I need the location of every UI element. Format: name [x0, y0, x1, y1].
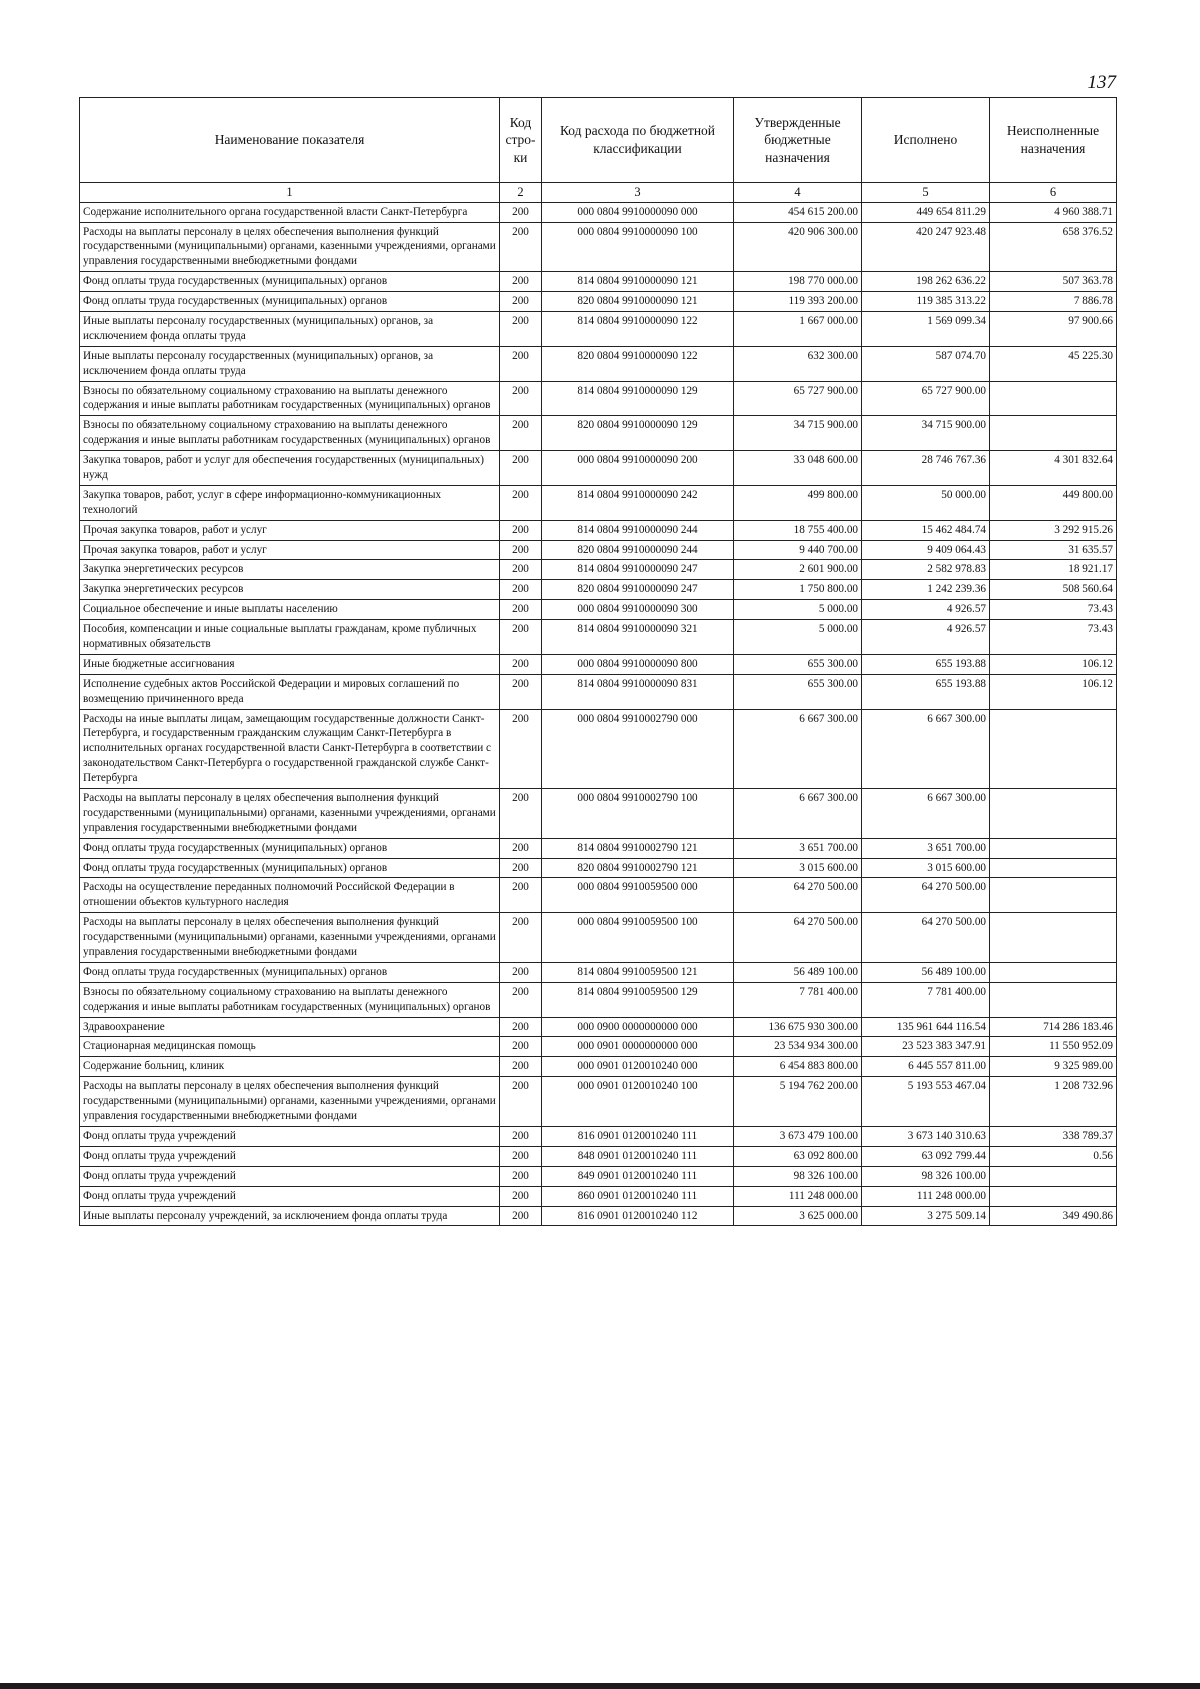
expense-code-cell: 860 0901 0120010240 111 — [542, 1186, 734, 1206]
column-number: 6 — [990, 183, 1117, 203]
executed-amount-cell: 3 673 140 310.63 — [862, 1126, 990, 1146]
indicator-name-cell: Содержание больниц, клиник — [80, 1057, 500, 1077]
executed-amount-cell: 6 445 557 811.00 — [862, 1057, 990, 1077]
line-code-cell: 200 — [500, 292, 542, 312]
line-code-cell: 200 — [500, 913, 542, 963]
expense-code-cell: 820 0804 9910000090 247 — [542, 580, 734, 600]
table-row — [80, 962, 1117, 982]
table-row — [80, 789, 1117, 839]
table-row — [80, 1206, 1117, 1226]
table-row — [80, 1017, 1117, 1037]
table-row — [80, 381, 1117, 416]
table-row — [80, 520, 1117, 540]
executed-amount-cell: 1 242 239.36 — [862, 580, 990, 600]
unexecuted-amount-cell — [990, 416, 1117, 451]
indicator-name-cell: Пособия, компенсации и иные социальные выплаты гражданам, кроме публичных нормативных обязательств — [80, 620, 500, 655]
approved-amount-cell: 65 727 900.00 — [734, 381, 862, 416]
table-row — [80, 416, 1117, 451]
approved-amount-cell: 499 800.00 — [734, 485, 862, 520]
approved-amount-cell: 56 489 100.00 — [734, 962, 862, 982]
budget-execution-table — [79, 97, 1117, 1226]
scan-edge-bar — [0, 1683, 1200, 1689]
approved-amount-cell: 136 675 930 300.00 — [734, 1017, 862, 1037]
expense-code-cell: 814 0804 9910000090 122 — [542, 311, 734, 346]
unexecuted-amount-cell — [990, 982, 1117, 1017]
executed-amount-cell: 6 667 300.00 — [862, 789, 990, 839]
line-code-cell: 200 — [500, 1206, 542, 1226]
unexecuted-amount-cell: 31 635.57 — [990, 540, 1117, 560]
table-row — [80, 709, 1117, 788]
approved-amount-cell: 1 667 000.00 — [734, 311, 862, 346]
executed-amount-cell: 56 489 100.00 — [862, 962, 990, 982]
line-code-cell: 200 — [500, 654, 542, 674]
expense-code-cell: 814 0804 9910002790 121 — [542, 838, 734, 858]
table-row — [80, 485, 1117, 520]
indicator-name-cell: Иные выплаты персоналу государственных (муниципальных) органов, за исключением фонда оплаты труда — [80, 346, 500, 381]
unexecuted-amount-cell — [990, 789, 1117, 839]
line-code-cell: 200 — [500, 982, 542, 1017]
indicator-name-cell: Взносы по обязательному социальному страхованию на выплаты денежного содержания и иные выплаты работникам государственных (муниципальных) органов — [80, 982, 500, 1017]
unexecuted-amount-cell: 18 921.17 — [990, 560, 1117, 580]
approved-amount-cell: 5 194 762 200.00 — [734, 1077, 862, 1127]
unexecuted-amount-cell — [990, 858, 1117, 878]
executed-amount-cell: 587 074.70 — [862, 346, 990, 381]
table-row — [80, 1057, 1117, 1077]
approved-amount-cell: 64 270 500.00 — [734, 913, 862, 963]
unexecuted-amount-cell — [990, 1166, 1117, 1186]
indicator-name-cell: Иные бюджетные ассигнования — [80, 654, 500, 674]
header-approved: Утвержденные бюджетные назначения — [734, 98, 862, 183]
expense-code-cell: 000 0804 9910059500 000 — [542, 878, 734, 913]
unexecuted-amount-cell: 349 490.86 — [990, 1206, 1117, 1226]
unexecuted-amount-cell: 11 550 952.09 — [990, 1037, 1117, 1057]
unexecuted-amount-cell: 106.12 — [990, 654, 1117, 674]
executed-amount-cell: 15 462 484.74 — [862, 520, 990, 540]
expense-code-cell: 814 0804 9910000090 321 — [542, 620, 734, 655]
line-code-cell: 200 — [500, 346, 542, 381]
table-row — [80, 982, 1117, 1017]
header-indicator-name: Наименование показателя — [80, 98, 500, 183]
table-row — [80, 913, 1117, 963]
unexecuted-amount-cell: 7 886.78 — [990, 292, 1117, 312]
approved-amount-cell: 63 092 800.00 — [734, 1146, 862, 1166]
executed-amount-cell: 50 000.00 — [862, 485, 990, 520]
expense-code-cell: 000 0804 9910059500 100 — [542, 913, 734, 963]
table-row — [80, 292, 1117, 312]
expense-code-cell: 849 0901 0120010240 111 — [542, 1166, 734, 1186]
header-line-code: Код стро- ки — [500, 98, 542, 183]
indicator-name-cell: Фонд оплаты труда учреждений — [80, 1186, 500, 1206]
line-code-cell: 200 — [500, 272, 542, 292]
line-code-cell: 200 — [500, 1126, 542, 1146]
indicator-name-cell: Иные выплаты персоналу учреждений, за исключением фонда оплаты труда — [80, 1206, 500, 1226]
indicator-name-cell: Прочая закупка товаров, работ и услуг — [80, 540, 500, 560]
approved-amount-cell: 119 393 200.00 — [734, 292, 862, 312]
indicator-name-cell: Расходы на иные выплаты лицам, замещающим государственные должности Санкт-Петербурга, и государственным гражданским служащим Санкт-Петербурга в исполнительных органах государственной власти Санкт-Петербурга в соответствии с законодательством Санкт-Петербурга о государственной гражданской службе Санкт-Петербурга — [80, 709, 500, 788]
unexecuted-amount-cell: 9 325 989.00 — [990, 1057, 1117, 1077]
indicator-name-cell: Взносы по обязательному социальному страхованию на выплаты денежного содержания и иные выплаты работникам государственных (муниципальных) органов — [80, 381, 500, 416]
table-row — [80, 878, 1117, 913]
indicator-name-cell: Социальное обеспечение и иные выплаты населению — [80, 600, 500, 620]
executed-amount-cell: 28 746 767.36 — [862, 451, 990, 486]
expense-code-cell: 814 0804 9910000090 129 — [542, 381, 734, 416]
expense-code-cell: 848 0901 0120010240 111 — [542, 1146, 734, 1166]
table-row — [80, 272, 1117, 292]
line-code-cell: 200 — [500, 520, 542, 540]
indicator-name-cell: Фонд оплаты труда государственных (муниципальных) органов — [80, 962, 500, 982]
unexecuted-amount-cell — [990, 913, 1117, 963]
unexecuted-amount-cell: 507 363.78 — [990, 272, 1117, 292]
indicator-name-cell: Фонд оплаты труда государственных (муниципальных) органов — [80, 838, 500, 858]
header-expense-code: Код расхода по бюджетной классификации — [542, 98, 734, 183]
approved-amount-cell: 23 534 934 300.00 — [734, 1037, 862, 1057]
table-row — [80, 620, 1117, 655]
indicator-name-cell: Закупка энергетических ресурсов — [80, 580, 500, 600]
executed-amount-cell: 3 275 509.14 — [862, 1206, 990, 1226]
executed-amount-cell: 135 961 644 116.54 — [862, 1017, 990, 1037]
executed-amount-cell: 198 262 636.22 — [862, 272, 990, 292]
indicator-name-cell: Расходы на осуществление переданных полномочий Российской Федерации в отношении объектов культурного наследия — [80, 878, 500, 913]
indicator-name-cell: Расходы на выплаты персоналу в целях обеспечения выполнения функций государственными (муниципальными) органами, казенными учреждениями, органами управления государственными внебюджетными фондами — [80, 789, 500, 839]
expense-code-cell: 000 0901 0000000000 000 — [542, 1037, 734, 1057]
column-number-row — [80, 183, 1117, 203]
column-number: 5 — [862, 183, 990, 203]
line-code-cell: 200 — [500, 580, 542, 600]
expense-code-cell: 814 0804 9910000090 242 — [542, 485, 734, 520]
unexecuted-amount-cell: 658 376.52 — [990, 222, 1117, 272]
executed-amount-cell: 34 715 900.00 — [862, 416, 990, 451]
table-row — [80, 1126, 1117, 1146]
approved-amount-cell: 198 770 000.00 — [734, 272, 862, 292]
executed-amount-cell: 4 926.57 — [862, 620, 990, 655]
expense-code-cell: 814 0804 9910000090 244 — [542, 520, 734, 540]
expense-code-cell: 000 0901 0120010240 100 — [542, 1077, 734, 1127]
approved-amount-cell: 6 667 300.00 — [734, 709, 862, 788]
approved-amount-cell: 3 015 600.00 — [734, 858, 862, 878]
expense-code-cell: 000 0804 9910000090 100 — [542, 222, 734, 272]
executed-amount-cell: 64 270 500.00 — [862, 878, 990, 913]
unexecuted-amount-cell — [990, 838, 1117, 858]
executed-amount-cell: 64 270 500.00 — [862, 913, 990, 963]
table-row — [80, 600, 1117, 620]
approved-amount-cell: 3 651 700.00 — [734, 838, 862, 858]
line-code-cell: 200 — [500, 620, 542, 655]
table-row — [80, 838, 1117, 858]
expense-code-cell: 000 0804 9910000090 000 — [542, 202, 734, 222]
indicator-name-cell: Фонд оплаты труда государственных (муниципальных) органов — [80, 292, 500, 312]
header-row — [80, 98, 1117, 183]
approved-amount-cell: 655 300.00 — [734, 654, 862, 674]
approved-amount-cell: 34 715 900.00 — [734, 416, 862, 451]
table-row — [80, 540, 1117, 560]
column-number: 4 — [734, 183, 862, 203]
unexecuted-amount-cell: 106.12 — [990, 674, 1117, 709]
line-code-cell: 200 — [500, 1017, 542, 1037]
executed-amount-cell: 5 193 553 467.04 — [862, 1077, 990, 1127]
executed-amount-cell: 6 667 300.00 — [862, 709, 990, 788]
line-code-cell: 200 — [500, 962, 542, 982]
approved-amount-cell: 98 326 100.00 — [734, 1166, 862, 1186]
column-number: 2 — [500, 183, 542, 203]
approved-amount-cell: 6 454 883 800.00 — [734, 1057, 862, 1077]
unexecuted-amount-cell — [990, 962, 1117, 982]
unexecuted-amount-cell: 714 286 183.46 — [990, 1017, 1117, 1037]
indicator-name-cell: Фонд оплаты труда учреждений — [80, 1146, 500, 1166]
expense-code-cell: 820 0804 9910000090 122 — [542, 346, 734, 381]
expense-code-cell: 820 0804 9910002790 121 — [542, 858, 734, 878]
unexecuted-amount-cell: 508 560.64 — [990, 580, 1117, 600]
line-code-cell: 200 — [500, 485, 542, 520]
expense-code-cell: 816 0901 0120010240 112 — [542, 1206, 734, 1226]
approved-amount-cell: 6 667 300.00 — [734, 789, 862, 839]
approved-amount-cell: 7 781 400.00 — [734, 982, 862, 1017]
approved-amount-cell: 18 755 400.00 — [734, 520, 862, 540]
table-row — [80, 311, 1117, 346]
indicator-name-cell: Фонд оплаты труда государственных (муниципальных) органов — [80, 272, 500, 292]
approved-amount-cell: 64 270 500.00 — [734, 878, 862, 913]
approved-amount-cell: 454 615 200.00 — [734, 202, 862, 222]
expense-code-cell: 816 0901 0120010240 111 — [542, 1126, 734, 1146]
approved-amount-cell: 3 673 479 100.00 — [734, 1126, 862, 1146]
line-code-cell: 200 — [500, 1186, 542, 1206]
line-code-cell: 200 — [500, 878, 542, 913]
column-number: 3 — [542, 183, 734, 203]
indicator-name-cell: Закупка энергетических ресурсов — [80, 560, 500, 580]
line-code-cell: 200 — [500, 1146, 542, 1166]
unexecuted-amount-cell: 73.43 — [990, 600, 1117, 620]
expense-code-cell: 000 0804 9910002790 000 — [542, 709, 734, 788]
indicator-name-cell: Взносы по обязательному социальному страхованию на выплаты денежного содержания и иные выплаты работникам государственных (муниципальных) органов — [80, 416, 500, 451]
table-row — [80, 580, 1117, 600]
indicator-name-cell: Исполнение судебных актов Российской Федерации и мировых соглашений по возмещению причиненного вреда — [80, 674, 500, 709]
executed-amount-cell: 3 015 600.00 — [862, 858, 990, 878]
unexecuted-amount-cell: 1 208 732.96 — [990, 1077, 1117, 1127]
indicator-name-cell: Содержание исполнительного органа государственной власти Санкт-Петербурга — [80, 202, 500, 222]
executed-amount-cell: 7 781 400.00 — [862, 982, 990, 1017]
line-code-cell: 200 — [500, 600, 542, 620]
indicator-name-cell: Фонд оплаты труда государственных (муниципальных) органов — [80, 858, 500, 878]
unexecuted-amount-cell: 45 225.30 — [990, 346, 1117, 381]
executed-amount-cell: 3 651 700.00 — [862, 838, 990, 858]
executed-amount-cell: 655 193.88 — [862, 674, 990, 709]
expense-code-cell: 820 0804 9910000090 121 — [542, 292, 734, 312]
unexecuted-amount-cell: 73.43 — [990, 620, 1117, 655]
table-row — [80, 1037, 1117, 1057]
table-body — [80, 202, 1117, 1226]
executed-amount-cell: 1 569 099.34 — [862, 311, 990, 346]
header-executed: Исполнено — [862, 98, 990, 183]
header-unexecuted: Неисполненные назначения — [990, 98, 1117, 183]
line-code-cell: 200 — [500, 858, 542, 878]
expense-code-cell: 820 0804 9910000090 129 — [542, 416, 734, 451]
executed-amount-cell: 9 409 064.43 — [862, 540, 990, 560]
indicator-name-cell: Фонд оплаты труда учреждений — [80, 1126, 500, 1146]
indicator-name-cell: Расходы на выплаты персоналу в целях обеспечения выполнения функций государственными (муниципальными) органами, казенными учреждениями, органами управления государственными внебюджетными фондами — [80, 222, 500, 272]
unexecuted-amount-cell: 4 301 832.64 — [990, 451, 1117, 486]
unexecuted-amount-cell — [990, 709, 1117, 788]
executed-amount-cell: 420 247 923.48 — [862, 222, 990, 272]
unexecuted-amount-cell — [990, 381, 1117, 416]
page-number: 137 — [1087, 72, 1116, 93]
line-code-cell: 200 — [500, 674, 542, 709]
executed-amount-cell: 119 385 313.22 — [862, 292, 990, 312]
unexecuted-amount-cell — [990, 1186, 1117, 1206]
expense-code-cell: 814 0804 9910059500 121 — [542, 962, 734, 982]
approved-amount-cell: 111 248 000.00 — [734, 1186, 862, 1206]
line-code-cell: 200 — [500, 416, 542, 451]
indicator-name-cell: Иные выплаты персоналу государственных (муниципальных) органов, за исключением фонда оплаты труда — [80, 311, 500, 346]
executed-amount-cell: 2 582 978.83 — [862, 560, 990, 580]
approved-amount-cell: 2 601 900.00 — [734, 560, 862, 580]
line-code-cell: 200 — [500, 560, 542, 580]
expense-code-cell: 000 0804 9910002790 100 — [542, 789, 734, 839]
table-row — [80, 202, 1117, 222]
line-code-cell: 200 — [500, 1077, 542, 1127]
executed-amount-cell: 111 248 000.00 — [862, 1186, 990, 1206]
table-row — [80, 1166, 1117, 1186]
expense-code-cell: 820 0804 9910000090 244 — [542, 540, 734, 560]
unexecuted-amount-cell: 97 900.66 — [990, 311, 1117, 346]
expense-code-cell: 000 0804 9910000090 300 — [542, 600, 734, 620]
unexecuted-amount-cell — [990, 878, 1117, 913]
approved-amount-cell: 5 000.00 — [734, 620, 862, 655]
unexecuted-amount-cell: 3 292 915.26 — [990, 520, 1117, 540]
table-row — [80, 1146, 1117, 1166]
table-row — [80, 654, 1117, 674]
approved-amount-cell: 420 906 300.00 — [734, 222, 862, 272]
expense-code-cell: 814 0804 9910000090 831 — [542, 674, 734, 709]
executed-amount-cell: 98 326 100.00 — [862, 1166, 990, 1186]
indicator-name-cell: Закупка товаров, работ и услуг для обеспечения государственных (муниципальных) нужд — [80, 451, 500, 486]
indicator-name-cell: Здравоохранение — [80, 1017, 500, 1037]
approved-amount-cell: 655 300.00 — [734, 674, 862, 709]
approved-amount-cell: 33 048 600.00 — [734, 451, 862, 486]
unexecuted-amount-cell: 338 789.37 — [990, 1126, 1117, 1146]
line-code-cell: 200 — [500, 1166, 542, 1186]
unexecuted-amount-cell: 4 960 388.71 — [990, 202, 1117, 222]
table-row — [80, 858, 1117, 878]
table-row — [80, 222, 1117, 272]
line-code-cell: 200 — [500, 1037, 542, 1057]
unexecuted-amount-cell: 449 800.00 — [990, 485, 1117, 520]
indicator-name-cell: Фонд оплаты труда учреждений — [80, 1166, 500, 1186]
line-code-cell: 200 — [500, 1057, 542, 1077]
table-row — [80, 346, 1117, 381]
expense-code-cell: 814 0804 9910000090 247 — [542, 560, 734, 580]
expense-code-cell: 000 0804 9910000090 200 — [542, 451, 734, 486]
table-row — [80, 451, 1117, 486]
unexecuted-amount-cell: 0.56 — [990, 1146, 1117, 1166]
table-row — [80, 1186, 1117, 1206]
approved-amount-cell: 5 000.00 — [734, 600, 862, 620]
executed-amount-cell: 655 193.88 — [862, 654, 990, 674]
table-row — [80, 674, 1117, 709]
table-row — [80, 560, 1117, 580]
line-code-cell: 200 — [500, 451, 542, 486]
line-code-cell: 200 — [500, 202, 542, 222]
indicator-name-cell: Прочая закупка товаров, работ и услуг — [80, 520, 500, 540]
expense-code-cell: 000 0804 9910000090 800 — [542, 654, 734, 674]
line-code-cell: 200 — [500, 838, 542, 858]
executed-amount-cell: 65 727 900.00 — [862, 381, 990, 416]
expense-code-cell: 814 0804 9910059500 129 — [542, 982, 734, 1017]
indicator-name-cell: Стационарная медицинская помощь — [80, 1037, 500, 1057]
line-code-cell: 200 — [500, 222, 542, 272]
approved-amount-cell: 3 625 000.00 — [734, 1206, 862, 1226]
line-code-cell: 200 — [500, 381, 542, 416]
line-code-cell: 200 — [500, 789, 542, 839]
executed-amount-cell: 23 523 383 347.91 — [862, 1037, 990, 1057]
approved-amount-cell: 9 440 700.00 — [734, 540, 862, 560]
indicator-name-cell: Расходы на выплаты персоналу в целях обеспечения выполнения функций государственными (муниципальными) органами, казенными учреждениями, органами управления государственными внебюджетными фондами — [80, 913, 500, 963]
executed-amount-cell: 63 092 799.44 — [862, 1146, 990, 1166]
expense-code-cell: 000 0901 0120010240 000 — [542, 1057, 734, 1077]
executed-amount-cell: 449 654 811.29 — [862, 202, 990, 222]
table-row — [80, 1077, 1117, 1127]
column-number: 1 — [80, 183, 500, 203]
indicator-name-cell: Закупка товаров, работ, услуг в сфере информационно-коммуникационных технологий — [80, 485, 500, 520]
executed-amount-cell: 4 926.57 — [862, 600, 990, 620]
approved-amount-cell: 1 750 800.00 — [734, 580, 862, 600]
expense-code-cell: 000 0900 0000000000 000 — [542, 1017, 734, 1037]
line-code-cell: 200 — [500, 311, 542, 346]
expense-code-cell: 814 0804 9910000090 121 — [542, 272, 734, 292]
indicator-name-cell: Расходы на выплаты персоналу в целях обеспечения выполнения функций государственными (муниципальными) органами, казенными учреждениями, органами управления государственными внебюджетными фондами — [80, 1077, 500, 1127]
line-code-cell: 200 — [500, 709, 542, 788]
line-code-cell: 200 — [500, 540, 542, 560]
approved-amount-cell: 632 300.00 — [734, 346, 862, 381]
